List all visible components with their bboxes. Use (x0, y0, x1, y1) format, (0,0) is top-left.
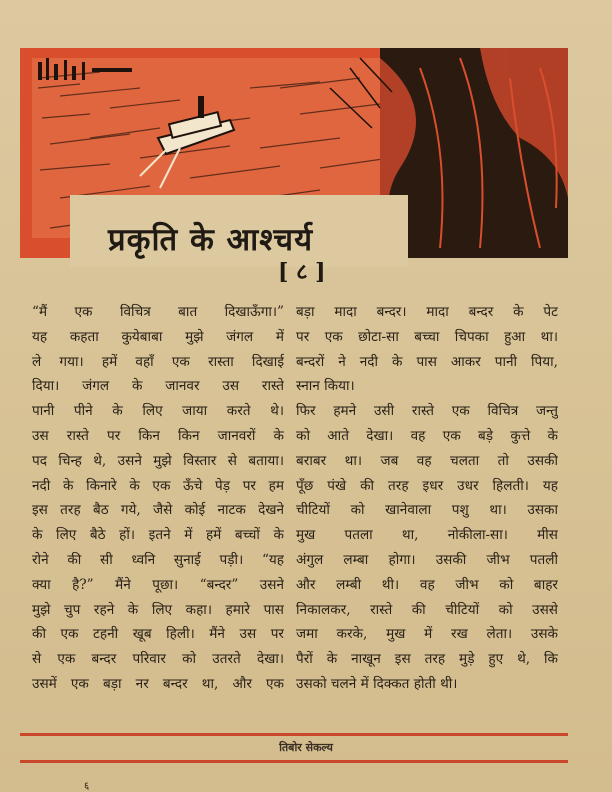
text-line: फिर हमने उसी रास्ते एक विचित्र जन्तु (296, 403, 558, 420)
text-line: ले गया। हमें वहाँ एक रास्ता दिखाई (32, 353, 284, 370)
text-line: बराबर था। जब वह चलता तो उसकी (296, 452, 558, 469)
text-line: निकालकर, रास्ते की चीटियों को उससे (296, 601, 558, 618)
text-line: पद चिन्ह थे, उसने मुझे विस्तार से बताया। (32, 452, 284, 469)
text-line: उस रास्ते पर किन किन जानवरों के (32, 427, 284, 444)
right-column (296, 300, 558, 697)
text-line: उसमें एक बड़ा नर बन्दर था, और एक (32, 675, 284, 692)
text-line: की एक टहनी खूब हिली। मैंने उस पर (32, 626, 284, 643)
text-line: पूँछ पंखे की तरह इधर उधर हिलती। यह (296, 477, 558, 494)
footer-rule-top (20, 733, 568, 736)
text-line: मुख पतला था, नोकीला-सा। मीस (296, 527, 558, 544)
text-line: को आते देखा। वह एक बड़े कुत्ते के (296, 427, 558, 444)
text-line: अंगुल लम्बा होगा। उसकी जीभ पतली (296, 551, 558, 568)
chapter-number: [ ८ ] (278, 259, 326, 285)
text-line: रोने की सी ध्वनि सुनाई पड़ी। “यह (32, 551, 284, 568)
text-line: उसको चलने में दिक्कत होती थी। (296, 675, 458, 692)
text-line: चीटियों को खानेवाला पशु था। उसका (296, 502, 558, 519)
text-line: दिया। जंगल के जानवर उस रास्ते (32, 378, 284, 395)
footer-rule-bottom (20, 760, 568, 763)
text-line: बन्दरों ने नदी के पास आकर पानी पिया, (296, 353, 558, 370)
text-line: और लम्बी थी। वह जीभ को बाहर (296, 576, 558, 593)
text-line: नदी के किनारे के एक ऊँचे पेड़ पर हम (32, 477, 284, 494)
page-title: प्रकृति के आश्चर्य (108, 222, 314, 258)
text-line: इस तरह बैठ गये, जैसे कोई नाटक देखने (32, 502, 284, 519)
text-line: से एक बन्दर परिवार को उतरते देखा। (32, 651, 284, 668)
page-number: ६ (84, 781, 90, 792)
text-line: जमा करके, मुख में रख लेता। उसके (296, 626, 558, 643)
text-line: मुझे चुप रहने के लिए कहा। हमारे पास (32, 601, 284, 618)
left-column (32, 300, 284, 697)
text-line: स्नान किया। (296, 378, 355, 395)
text-line: “मैं एक विचित्र बात दिखाऊँगा।” (32, 304, 284, 320)
text-line: पैरों के नाखून इस तरह मुड़े हुए थे, कि (296, 651, 558, 668)
text-line: पानी पीने के लिए जाया करते थे। (32, 403, 284, 420)
text-line: पर एक छोटा-सा बच्चा चिपका हुआ था। (296, 328, 558, 345)
text-line: क्या है?” मैंने पूछा। “बन्दर” उसने (32, 576, 284, 593)
author-credit: तिबोर सेकल्य (279, 741, 333, 754)
text-line: के लिए बैठे हों। इतने में हमें बच्चों के (32, 527, 284, 544)
text-line: बड़ा मादा बन्दर। मादा बन्दर के पेट (296, 304, 558, 320)
text-line: यह कहता कुयेबाबा मुझे जंगल में (32, 328, 284, 345)
